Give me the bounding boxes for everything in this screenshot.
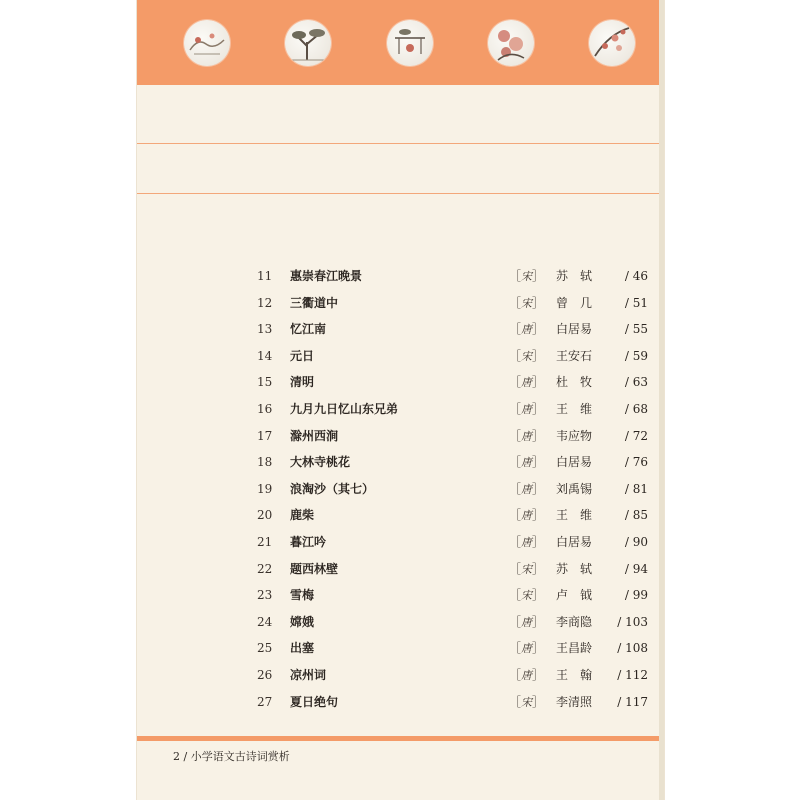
toc-entry[interactable]: [137, 609, 664, 635]
poem-title: 题西林壁: [290, 561, 339, 576]
poet-name: 韦应物: [556, 428, 593, 443]
poet-name: 曾 几: [556, 295, 593, 310]
page-ref: / 55: [624, 322, 648, 337]
entry-number: 22: [257, 561, 273, 576]
toc-entry[interactable]: [137, 689, 664, 715]
poem-title: 清明: [290, 375, 315, 390]
dynasty: 宋: [521, 349, 533, 363]
dynasty: 唐: [521, 509, 533, 523]
dynasty-label: ［唐］: [509, 428, 545, 443]
page-ref: / 59: [624, 348, 648, 363]
entry-number: 25: [257, 641, 273, 656]
ink-painting-icon: [184, 20, 230, 66]
entry-number: 17: [257, 428, 273, 443]
poem-title: 出塞: [290, 641, 315, 656]
toc-entry[interactable]: [137, 290, 664, 316]
dynasty-label: ［唐］: [509, 375, 545, 390]
dynasty-label: ［唐］: [509, 455, 545, 470]
entry-number: 19: [257, 481, 273, 496]
page-ref: / 90: [624, 535, 648, 549]
page-ref: / 72: [624, 428, 648, 443]
dynasty-label: ［唐］: [509, 614, 545, 629]
dynasty: 宋: [521, 695, 533, 709]
dynasty: 宋: [521, 296, 533, 310]
dynasty-label: ［唐］: [509, 481, 545, 496]
dynasty-label: ［宋］: [509, 588, 545, 603]
dynasty: 唐: [521, 536, 533, 549]
entry-number: 21: [257, 535, 273, 549]
dynasty: 唐: [521, 482, 533, 496]
poet-name: 李清照: [556, 694, 593, 709]
page-ref: / 51: [624, 295, 648, 310]
toc-entry[interactable]: [137, 662, 664, 688]
page-number: 2 /: [173, 750, 188, 763]
toc-entry[interactable]: [137, 449, 664, 475]
entry-number: 26: [257, 668, 273, 682]
footer-bar: [137, 736, 664, 741]
dynasty: 唐: [521, 456, 533, 470]
dynasty-label: ［唐］: [509, 322, 545, 337]
page-ref: / 63: [624, 375, 648, 390]
toc-entry[interactable]: [137, 396, 664, 422]
ink-painting-icon: [488, 20, 534, 66]
page-footer: [173, 748, 290, 764]
dynasty: 唐: [521, 669, 533, 682]
poem-title: 浪淘沙（其七）: [290, 481, 375, 496]
poet-name: 王昌龄: [556, 641, 593, 656]
poem-title: 忆江南: [290, 322, 327, 337]
page-ref: / 76: [624, 455, 648, 470]
dynasty-label: ［宋］: [509, 694, 545, 709]
poet-name: 李商隐: [556, 614, 593, 629]
page-edge: [659, 0, 664, 800]
poet-name: 王 维: [556, 402, 593, 416]
dynasty-label: ［唐］: [509, 668, 545, 682]
page-ref: / 81: [624, 481, 648, 496]
dynasty-label: ［唐］: [509, 641, 545, 656]
dynasty: 唐: [521, 642, 533, 656]
page-ref: / 103: [617, 614, 648, 629]
poem-title: 九月九日忆山东兄弟: [290, 402, 399, 416]
page-ref: / 108: [617, 641, 648, 656]
dynasty-label: ［唐］: [509, 402, 545, 416]
poem-title: 元日: [290, 348, 315, 363]
poem-title: 夏日绝句: [290, 694, 339, 709]
dynasty-label: ［唐］: [509, 535, 545, 549]
page-ref: / 112: [617, 668, 648, 682]
poet-name: 杜 牧: [556, 375, 593, 390]
toc-entry[interactable]: [137, 556, 664, 582]
entry-number: 14: [257, 348, 273, 363]
poem-title: 凉州词: [290, 668, 327, 682]
poem-title: 暮江吟: [290, 535, 327, 549]
page-ref: / 99: [624, 588, 648, 603]
entry-number: 12: [257, 295, 273, 310]
poet-name: 王安石: [556, 348, 593, 363]
toc-entry[interactable]: [137, 369, 664, 395]
poet-name: 王 维: [556, 508, 593, 523]
poet-name: 卢 钺: [556, 588, 593, 603]
dynasty: 唐: [521, 615, 533, 629]
poem-title: 嫦娥: [290, 614, 315, 629]
page-ref: / 46: [624, 269, 648, 283]
dynasty: 唐: [521, 429, 533, 443]
poem-title: 三衢道中: [290, 295, 339, 310]
entry-number: 16: [257, 402, 273, 416]
poet-name: 白居易: [556, 322, 593, 337]
entry-number: 11: [257, 269, 273, 283]
book-title: 小学语文古诗词赏析: [190, 750, 290, 763]
dynasty: 唐: [521, 403, 533, 416]
poem-title: 惠崇春江晚景: [290, 269, 363, 283]
entry-number: 15: [257, 375, 273, 390]
dynasty-label: ［唐］: [509, 508, 545, 523]
dynasty-label: ［宋］: [509, 269, 545, 283]
dynasty-label: ［宋］: [509, 348, 545, 363]
toc-entry[interactable]: [137, 529, 664, 555]
dynasty: 宋: [521, 589, 533, 603]
poet-name: 白居易: [556, 535, 593, 549]
poet-name: 白居易: [556, 455, 593, 470]
dynasty: 宋: [521, 562, 533, 576]
divider-line: [137, 143, 664, 144]
toc-entry[interactable]: [137, 316, 664, 342]
page-ref: / 85: [624, 508, 648, 523]
poem-title: 鹿柴: [290, 508, 315, 523]
poet-name: 刘禹锡: [556, 481, 593, 496]
ink-painting-icon: [589, 20, 635, 66]
toc-entry[interactable]: [137, 582, 664, 608]
toc-entry[interactable]: [137, 343, 664, 369]
poet-name: 王 翰: [556, 668, 593, 682]
dynasty-label: ［宋］: [509, 295, 545, 310]
poem-title: 滁州西涧: [290, 428, 339, 443]
ink-painting-icon: [387, 20, 433, 66]
toc-entry[interactable]: [137, 476, 664, 502]
poet-name: 苏 轼: [556, 561, 593, 576]
page-ref: / 68: [624, 402, 648, 416]
dynasty: 唐: [521, 376, 533, 390]
dynasty-label: ［宋］: [509, 561, 545, 576]
page-ref: / 94: [624, 561, 648, 576]
toc-entry[interactable]: [137, 635, 664, 661]
entry-number: 18: [257, 455, 273, 470]
entry-number: 23: [257, 588, 273, 603]
divider-line: [137, 193, 664, 194]
poet-name: 苏 轼: [556, 269, 593, 283]
entry-number: 13: [257, 322, 273, 337]
entry-number: 24: [257, 614, 273, 629]
entry-number: 20: [257, 508, 273, 523]
poem-title: 大林寺桃花: [290, 455, 351, 470]
toc-entry[interactable]: [137, 263, 664, 289]
entry-number: 27: [257, 694, 273, 709]
toc-entry[interactable]: [137, 423, 664, 449]
page-ref: / 117: [617, 694, 648, 709]
dynasty: 唐: [521, 323, 533, 337]
toc-entry[interactable]: [137, 502, 664, 528]
ink-painting-icon: [285, 20, 331, 66]
poem-title: 雪梅: [290, 588, 315, 603]
dynasty: 宋: [521, 270, 533, 283]
book-page: [137, 0, 664, 800]
header-banner: [137, 0, 664, 85]
